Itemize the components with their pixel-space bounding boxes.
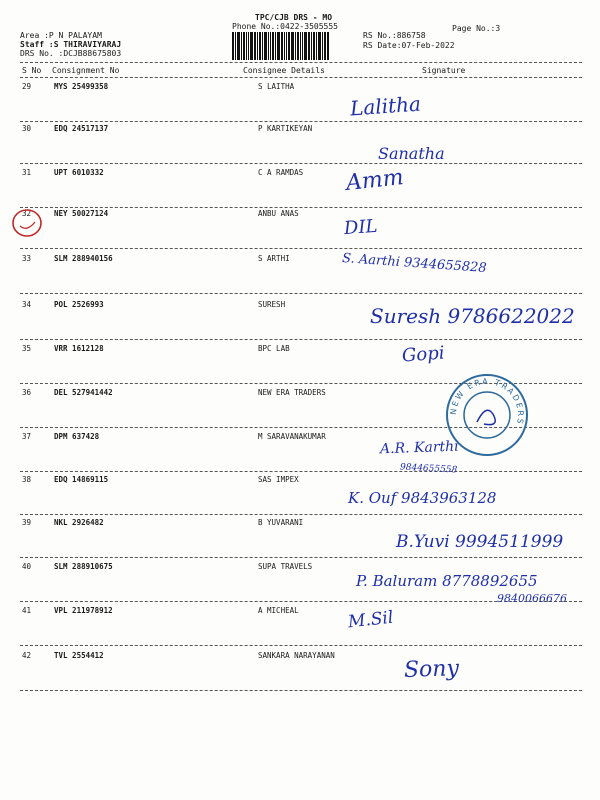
row-signature: P. Baluram 8778892655 [356, 572, 538, 590]
row-signature: A.R. Karthi [379, 438, 459, 458]
row-signature: Amm [344, 165, 405, 196]
table-row [0, 518, 600, 560]
header-divider-top [20, 62, 582, 63]
row-consignee: M SARAVANAKUMAR [258, 432, 326, 441]
row-divider [20, 121, 582, 122]
company-stamp [444, 372, 530, 458]
row-consignee: SANKARA NARAYANAN [258, 651, 335, 660]
rs-number: RS No.:886758 [363, 31, 426, 40]
row-divider [20, 514, 582, 515]
row-signature: M.Sil [347, 607, 395, 633]
row-signature: K. Ouf 9843963128 [348, 489, 497, 507]
table-row [0, 124, 600, 166]
row-serial: 33 [22, 254, 32, 263]
row-consignment: POL 2526993 [54, 300, 104, 309]
row-serial: 34 [22, 300, 32, 309]
row-signature: Gopi [401, 342, 446, 367]
row-signature: Lalitha [349, 91, 422, 121]
row-consignment: SLM 288910675 [54, 562, 113, 571]
area-label: Area :P N PALAYAM [20, 31, 102, 40]
phone-number: Phone No.:0422-3505555 [232, 22, 338, 31]
staff-label: Staff :S THIRAVIYARAJ [20, 40, 122, 49]
row-consignee: SUPA TRAVELS [258, 562, 313, 571]
row-consignment: NEY 50027124 [54, 209, 109, 218]
table-row [0, 300, 600, 342]
row-divider [20, 690, 582, 691]
row-divider [20, 293, 582, 294]
drs-number: DRS No. :DCJB88675803 [20, 49, 122, 58]
table-row [0, 165, 600, 210]
col-consignment: Consignment No [52, 66, 120, 75]
row-serial: 31 [22, 168, 32, 177]
row-consignee: C A RAMDAS [258, 168, 304, 177]
table-row [0, 651, 600, 693]
table-row [0, 606, 600, 648]
table-row [0, 82, 600, 124]
row-signature: B.Yuvi 9994511999 [396, 532, 564, 552]
table-row [0, 250, 600, 296]
row-divider [20, 207, 582, 208]
row-serial: 42 [22, 651, 32, 660]
row-serial: 35 [22, 344, 32, 353]
row-consignment: EDQ 14869115 [54, 475, 109, 484]
barcode [232, 32, 360, 60]
rs-date: RS Date:07-Feb-2022 [363, 41, 455, 50]
row-serial: 37 [22, 432, 32, 441]
row-consignee: S ARTHI [258, 254, 290, 263]
row-consignment: DEL 527941442 [54, 388, 113, 397]
row-divider [20, 163, 582, 164]
row-divider [20, 339, 582, 340]
row-consignee: BPC LAB [258, 344, 290, 353]
row-consignee: ANBU ANAS [258, 209, 299, 218]
row-serial: 29 [22, 82, 32, 91]
row-divider [20, 557, 582, 558]
row-consignment: VRR 1612128 [54, 344, 104, 353]
row-consignee: A MICHEAL [258, 606, 299, 615]
row-serial: 40 [22, 562, 32, 571]
document-title: TPC/CJB DRS - MO [255, 13, 333, 22]
row-consignment: DPM 637428 [54, 432, 100, 441]
row-serial: 38 [22, 475, 32, 484]
row-consignee: SURESH [258, 300, 286, 309]
row-signature: Sony [403, 656, 460, 683]
row-serial: 41 [22, 606, 32, 615]
row-serial: 30 [22, 124, 32, 133]
red-circle-mark [10, 206, 44, 240]
extra-phone-1: 9840066676 [497, 592, 567, 605]
row-divider [20, 645, 582, 646]
page-number: Page No.:3 [452, 24, 501, 33]
row-consignment: VPL 211978912 [54, 606, 113, 615]
row-consignment: SLM 288940156 [54, 254, 113, 263]
row-consignee: P KARTIKEYAN [258, 124, 313, 133]
row-serial: 32 [22, 209, 32, 218]
row-signature: S. Aarthi 9344655828 [341, 250, 488, 277]
table-row [0, 209, 600, 251]
row-consignment: EDQ 24517137 [54, 124, 109, 133]
col-sno: S No [22, 66, 42, 75]
row-consignee: SAS IMPEX [258, 475, 299, 484]
row-signature: Sanatha [378, 144, 445, 163]
row-consignee: S LAITHA [258, 82, 295, 91]
row-consignment: UPT 6010332 [54, 168, 104, 177]
row-consignment: TVL 2554412 [54, 651, 104, 660]
row-divider [20, 248, 582, 249]
row-consignment: MYS 25499358 [54, 82, 109, 91]
row-consignee: B YUVARANI [258, 518, 304, 527]
header-divider-bottom [20, 77, 582, 78]
row-signature: Suresh 9786622022 [370, 304, 575, 328]
col-signature: Signature [422, 66, 466, 75]
row-consignee: NEW ERA TRADERS [258, 388, 326, 397]
row-divider [20, 471, 582, 472]
stamp-text: NEW ERA TRADERS [448, 376, 526, 427]
row-serial: 39 [22, 518, 32, 527]
row-serial: 36 [22, 388, 32, 397]
col-consignee: Consignee Details [243, 66, 325, 75]
row-consignment: NKL 2926482 [54, 518, 104, 527]
extra-phone-2: 9844655558 [399, 462, 458, 476]
table-row [0, 475, 600, 517]
row-signature: DIL [343, 215, 379, 240]
